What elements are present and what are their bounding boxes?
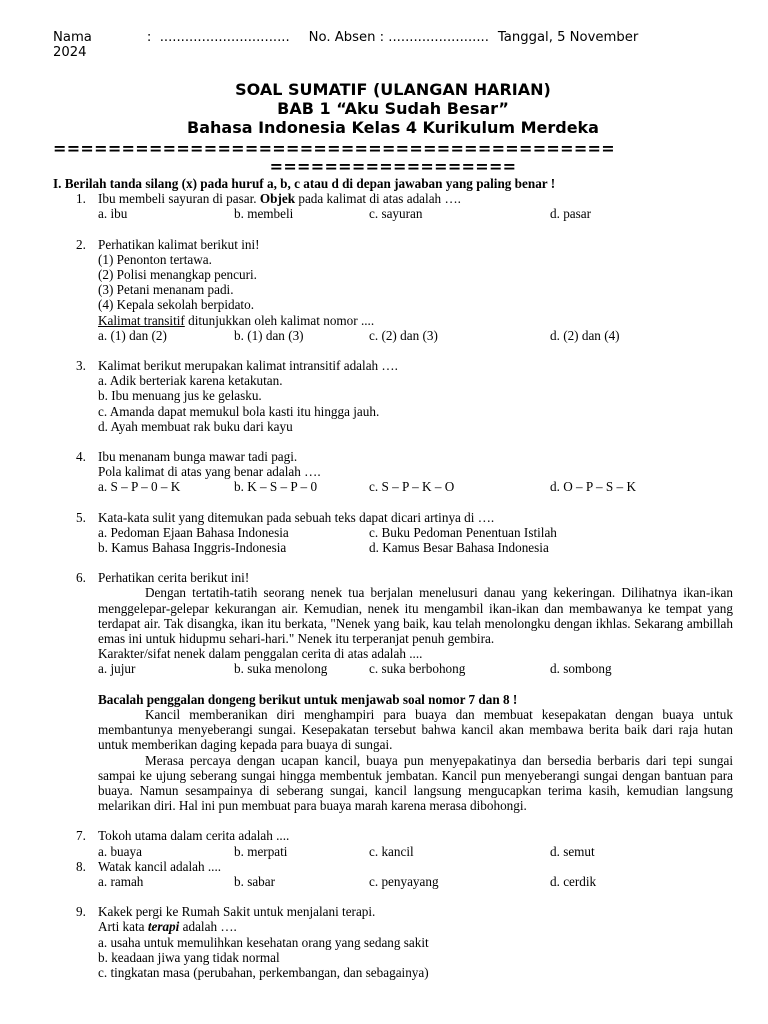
chapter-title: BAB 1 “Aku Sudah Besar” (277, 99, 509, 118)
option-b[interactable]: b. membeli (234, 206, 294, 222)
question-1 (53, 191, 733, 221)
option-d[interactable]: d. sombong (550, 661, 612, 677)
option-c[interactable]: c. penyayang (369, 873, 439, 889)
subject-title: Bahasa Indonesia Kelas 4 Kurikulum Merdeka (187, 118, 599, 137)
option-d[interactable]: d. semut (550, 843, 595, 859)
story-text: Dengan tertatih-tatih seorang nenek tua berjalan menelusuri danau yang kekeringan. Dilihatnya ikan-ikan menggelepar-gelepar kekurangan air. Kemudian, nenek itu mengambil ikan-ikan dan membawanya ke tempat yang terdapat air. Tak disangka, ikan itu berkata, "Nenek yang baik, kau telah menolongku dengan ikhlas. Sekarang ambillah emas ini untuk hidupmu sehari-hari." Nenek itu terperanjat penuh gembira. (98, 585, 733, 647)
option-b[interactable]: b. keadaan jiwa yang tidak normal (98, 949, 280, 965)
option-c[interactable]: c. Amanda dapat memukul bola kasti itu hingga jauh. (98, 403, 380, 419)
question-6 (53, 570, 733, 676)
question-number: 3. (76, 358, 86, 374)
option-c[interactable]: c. S – P – K – O (369, 479, 455, 495)
question-text: Kata-kata sulit yang ditemukan pada sebuah teks dapat dicari artinya di …. (98, 509, 495, 525)
question-text: Perhatikan kalimat berikut ini! (98, 236, 260, 252)
passage-paragraph-1: Kancil memberanikan diri menghampiri para buaya dan membuat kesepakatan dengan buaya untuk membantunya menyeberangi sungai. Kesepakatan tersebut bahwa kancil akan membawa berita baik dari raja hutan untuk memberikan daging kepada para buaya di sungai. (98, 706, 733, 753)
question-2 (53, 237, 733, 343)
question-number: 6. (76, 570, 86, 586)
option-b[interactable]: b. suka menolong (234, 661, 328, 677)
separator-line-2: ================== (269, 157, 517, 176)
option-d[interactable]: d. Ayah membuat rak buku dari kayu (98, 418, 293, 434)
answer-options (98, 874, 733, 889)
option-d[interactable]: d. pasar (550, 206, 592, 222)
question-3 (53, 358, 733, 434)
question-text: Watak kancil adalah .... (98, 858, 222, 874)
absen-field: No. Absen : ........................ (308, 30, 489, 45)
option-b[interactable]: b. Ibu menuang jus ke gelasku. (98, 388, 262, 404)
option-a[interactable]: a. ibu (98, 206, 128, 222)
question-ask: Pola kalimat di atas yang benar adalah …. (98, 464, 321, 480)
statement-4: (4) Kepala sekolah berpidato. (98, 297, 254, 313)
exam-title-block (53, 80, 733, 137)
question-number: 8. (76, 858, 86, 874)
answer-options-row-1 (98, 525, 733, 540)
question-text: Ibu menanam bunga mawar tadi pagi. (98, 449, 298, 465)
question-9 (53, 904, 733, 980)
question-number: 7. (76, 828, 86, 844)
option-b[interactable]: b. Kamus Bahasa Inggris-Indonesia (98, 540, 287, 556)
statement-2: (2) Polisi menangkap pencuri. (98, 267, 257, 283)
option-a[interactable]: a. S – P – 0 – K (98, 479, 181, 495)
option-a[interactable]: a. jujur (98, 661, 136, 677)
questions-section (53, 176, 733, 980)
option-d[interactable]: d. Kamus Besar Bahasa Indonesia (369, 540, 549, 556)
section-instruction: I. Berilah tanda silang (x) pada huruf a, b, c atau d di depan jawaban yang paling benar ! (53, 176, 556, 191)
question-7 (53, 828, 733, 858)
reading-passage (53, 692, 733, 814)
option-a[interactable]: a. usaha untuk memulihkan kesehatan orang yang sedang sakit (98, 934, 429, 950)
question-4 (53, 449, 733, 495)
question-text: Kakek pergi ke Rumah Sakit untuk menjalani terapi. (98, 904, 376, 920)
question-number: 4. (76, 449, 86, 465)
answer-options (98, 661, 733, 676)
question-text: Tokoh utama dalam cerita adalah .... (98, 828, 290, 844)
question-text: Perhatikan cerita berikut ini! (98, 570, 250, 586)
option-c[interactable]: c. sayuran (369, 206, 423, 222)
statement-3: (3) Petani menanam padi. (98, 282, 234, 298)
option-c[interactable]: c. Buku Pedoman Penentuan Istilah (369, 524, 557, 540)
answer-options (98, 479, 733, 494)
question-ask: Arti kata terapi adalah …. (98, 919, 237, 935)
question-number: 2. (76, 236, 86, 252)
passage-instruction: Bacalah penggalan dongeng berikut untuk menjawab soal nomor 7 dan 8 ! (98, 691, 518, 707)
option-c[interactable]: c. kancil (369, 843, 414, 859)
question-5 (53, 510, 733, 556)
nama-field: : ............................... (146, 30, 290, 45)
answer-options (98, 206, 733, 221)
option-d[interactable]: d. (2) dan (4) (550, 327, 620, 343)
student-info-header (53, 30, 723, 60)
question-number: 9. (76, 904, 86, 920)
option-a[interactable]: a. (1) dan (2) (98, 327, 167, 343)
option-c[interactable]: c. (2) dan (3) (369, 327, 438, 343)
passage-paragraph-2: Merasa percaya dengan ucapan kancil, buaya pun menyepakatinya dan bersedia berbaris dari tepi sungai sampai ke ujung seberang sungai hingga membentuk jembatan. Kancil pun menyeberangi sungai dengan bantuan para buaya. Namun sesampainya di seberang sungai, kancil langsung mengucapkan terima kasih, kemudian langsung melarikan diri. Hal ini pun membuat para buaya marah karena merasa dibohongi. (98, 752, 733, 814)
option-c[interactable]: c. suka berbohong (369, 661, 466, 677)
option-b[interactable]: b. merpati (234, 843, 288, 859)
question-8 (53, 859, 733, 889)
option-a[interactable]: a. Pedoman Ejaan Bahasa Indonesia (98, 524, 289, 540)
answer-options-row-2 (98, 540, 733, 555)
separator-line: ========================================= (53, 139, 615, 158)
question-ask: Karakter/sifat nenek dalam penggalan cerita di atas adalah .... (98, 646, 423, 662)
nama-label: Nama (53, 30, 92, 45)
option-d[interactable]: d. cerdik (550, 873, 597, 889)
option-b[interactable]: b. sabar (234, 873, 276, 889)
statement-1: (1) Penonton tertawa. (98, 251, 212, 267)
tanggal-text: Tanggal, 5 November (497, 30, 639, 45)
question-text: Ibu membeli sayuran di pasar. Objek pada kalimat di atas adalah …. (98, 191, 461, 207)
exam-title: SOAL SUMATIF (ULANGAN HARIAN) (235, 80, 551, 99)
option-b[interactable]: b. (1) dan (3) (234, 327, 304, 343)
question-number: 1. (76, 191, 86, 207)
option-a[interactable]: a. ramah (98, 873, 144, 889)
question-text: Kalimat berikut merupakan kalimat intransitif adalah …. (98, 358, 398, 374)
option-b[interactable]: b. K – S – P – 0 (234, 479, 318, 495)
year-text: 2024 (53, 45, 87, 60)
question-number: 5. (76, 509, 86, 525)
question-ask: Kalimat transitif ditunjukkan oleh kalimat nomor .... (98, 312, 375, 328)
option-a[interactable]: a. buaya (98, 843, 142, 859)
answer-options (98, 844, 733, 859)
answer-options (98, 328, 733, 343)
option-c[interactable]: c. tingkatan masa (perubahan, perkembangan, dan sebagainya) (98, 964, 429, 980)
option-a[interactable]: a. Adik berteriak karena ketakutan. (98, 373, 283, 389)
option-d[interactable]: d. O – P – S – K (550, 479, 636, 495)
